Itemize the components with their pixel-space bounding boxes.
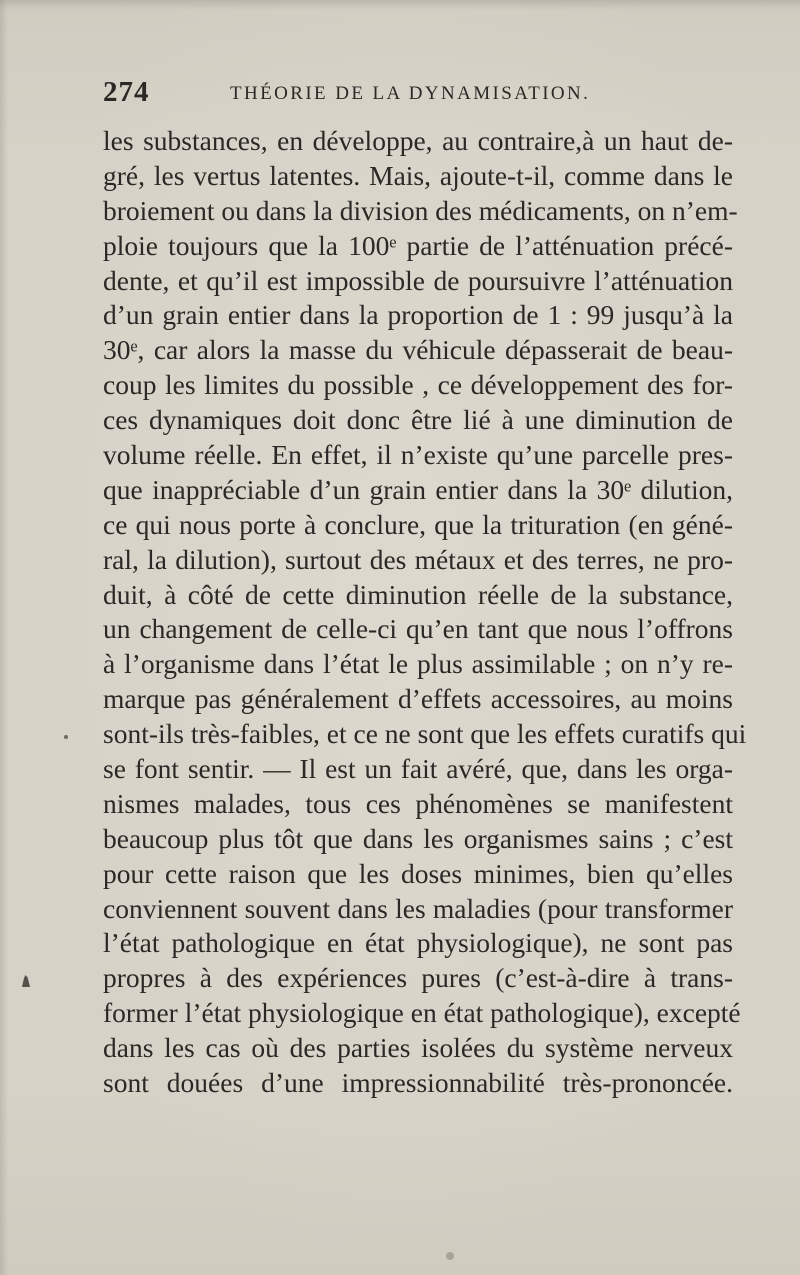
- text-line: volume réelle. En effet, il n’existe qu’une parcelle pres-: [103, 439, 733, 471]
- text-line: coup les limites du possible , ce développement des for-: [103, 369, 733, 401]
- text-line: les substances, en développe, au contraire,à un haut de-: [103, 125, 733, 156]
- text-line: sont douées d’une impressionnabilité très-prononcée.: [103, 1067, 733, 1099]
- page-number: 274: [103, 76, 150, 108]
- text-line: à l’organisme dans l’état le plus assimilable ; on n’y re-: [103, 648, 733, 680]
- text-line: d’un grain entier dans la proportion de 1 : 99 jusqu’à la: [103, 299, 733, 331]
- text-line: ces dynamiques doit donc être lié à une diminution de: [103, 404, 733, 436]
- text-line: ce qui nous porte à conclure, que la trituration (en géné-: [103, 508, 733, 540]
- body-text: [103, 124, 747, 1101]
- text-line: un changement de celle-ci qu’en tant que nous l’offrons: [103, 613, 733, 645]
- page-left-shadow: [0, 0, 8, 1275]
- running-head: [103, 72, 733, 112]
- running-title: THÉORIE DE LA DYNAMISATION.: [230, 83, 591, 104]
- text-line: broiement ou dans la division des médicaments, on n’em-: [103, 194, 738, 226]
- text-line: pour cette raison que les doses minimes, bien qu’elles: [103, 857, 733, 889]
- text-line: dente, et qu’il est impossible de poursuivre l’atténuation: [103, 264, 733, 296]
- text-line: se font sentir. — Il est un fait avéré, que, dans les orga-: [103, 753, 733, 785]
- text-line: marque pas généralement d’effets accessoires, au moins: [103, 683, 733, 715]
- text-line: propres à des expériences pures (c’est-à-dire à trans-: [103, 962, 733, 994]
- text-line: ploie toujours que la 100ᵉ partie de l’atténuation précé-: [103, 229, 733, 261]
- text-line: gré, les vertus latentes. Mais, ajoute-t-il, comme dans le: [103, 159, 733, 191]
- ink-speck: [64, 735, 68, 739]
- text-line: 30ᵉ, car alors la masse du véhicule dépasserait de beau-: [103, 334, 733, 366]
- ink-blot: [22, 975, 30, 987]
- text-line: duit, à côté de cette diminution réelle de la substance,: [103, 578, 733, 610]
- text-line: beaucoup plus tôt que dans les organismes sains ; c’est: [103, 822, 733, 854]
- paper-spot: [446, 1252, 454, 1260]
- page-top-shadow: [0, 0, 800, 10]
- text-line: nismes malades, tous ces phénomènes se manifestent: [103, 787, 733, 819]
- text-line: que inappréciable d’un grain entier dans la 30ᵉ dilution,: [103, 473, 733, 505]
- text-line: ral, la dilution), surtout des métaux et des terres, ne pro-: [103, 543, 733, 575]
- text-line: conviennent souvent dans les maladies (pour transformer: [103, 892, 733, 924]
- text-line: dans les cas où des parties isolées du système nerveux: [103, 1032, 733, 1064]
- text-line: former l’état physiologique en état pathologique), excepté: [103, 997, 741, 1029]
- text-line: sont-ils très-faibles, et ce ne sont que les effets curatifs qui: [103, 718, 747, 750]
- text-line: l’état pathologique en état physiologique), ne sont pas: [103, 927, 733, 959]
